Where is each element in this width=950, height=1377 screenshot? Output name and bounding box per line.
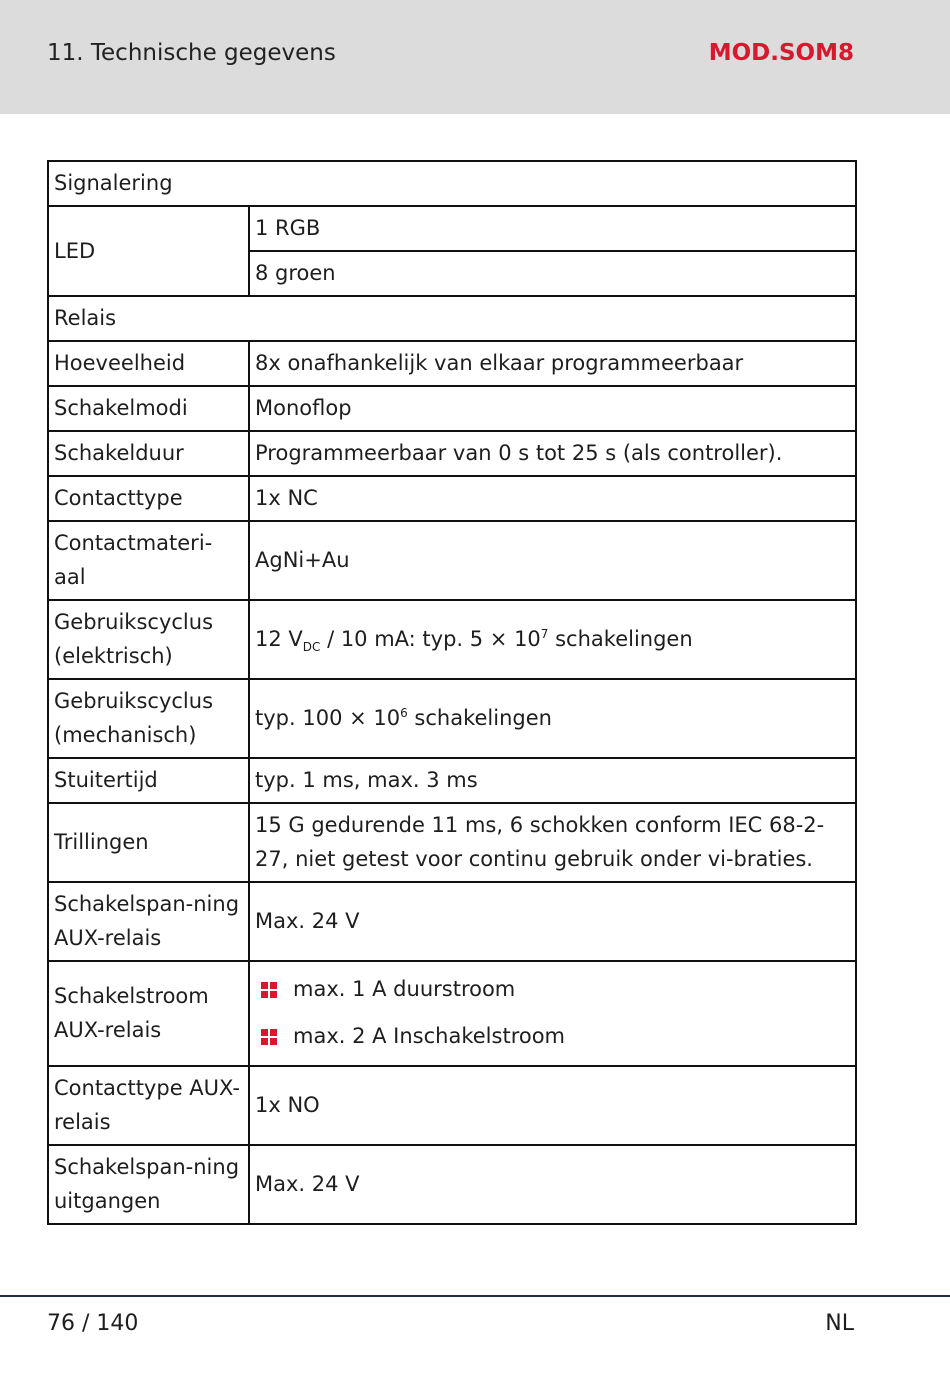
value-part: schakelingen <box>407 706 552 730</box>
table-row <box>48 803 856 882</box>
row-value: 8 groen <box>249 251 856 296</box>
row-value: typ. 1 ms, max. 3 ms <box>249 758 856 803</box>
row-value <box>249 600 856 679</box>
row-label: Schakelmodi <box>48 386 249 431</box>
table-row <box>48 206 856 251</box>
row-label: Schakelstroom AUX-relais <box>48 961 249 1066</box>
row-label: Contacttype AUX-relais <box>48 1066 249 1145</box>
row-value: Programmeerbaar van 0 s tot 25 s (als controller). <box>249 431 856 476</box>
chapter-title: 11. Technische gegevens <box>47 40 336 66</box>
row-value <box>249 679 856 758</box>
table-row <box>48 161 856 206</box>
list-item-text: max. 1 A duurstroom <box>293 977 516 1001</box>
list-item <box>255 966 850 1013</box>
row-value: Max. 24 V <box>249 882 856 961</box>
row-value: Max. 24 V <box>249 1145 856 1224</box>
row-value: 15 G gedurende 11 ms, 6 schokken conform IEC 68-2-27, niet getest voor continu gebruik onder vi-braties. <box>249 803 856 882</box>
row-label: Gebruikscyclus (elektrisch) <box>48 600 249 679</box>
page-header <box>0 0 950 114</box>
row-label: Schakelspan-ning AUX-relais <box>48 882 249 961</box>
section-heading: Signalering <box>48 161 856 206</box>
row-value <box>249 961 856 1066</box>
value-part: 12 V <box>255 627 303 651</box>
table-row <box>48 476 856 521</box>
row-label: Contactmateri-aal <box>48 521 249 600</box>
row-value: 1x NO <box>249 1066 856 1145</box>
row-label: Schakelduur <box>48 431 249 476</box>
section-heading: Relais <box>48 296 856 341</box>
value-part: typ. 100 × 10 <box>255 706 401 730</box>
table-row <box>48 386 856 431</box>
row-label: Schakelspan-ning uitgangen <box>48 1145 249 1224</box>
row-value: AgNi+Au <box>249 521 856 600</box>
table-row <box>48 882 856 961</box>
row-label: Gebruikscyclus (mechanisch) <box>48 679 249 758</box>
row-label: Trillingen <box>48 803 249 882</box>
row-label: LED <box>48 206 249 296</box>
table-row <box>48 600 856 679</box>
model-name: MOD.SOM8 <box>708 40 854 66</box>
language-code: NL <box>825 1311 854 1336</box>
subscript: DC <box>302 640 321 655</box>
row-value: 8x onafhankelijk van elkaar programmeerbaar <box>249 341 856 386</box>
bullet-list <box>255 966 850 1060</box>
value-part: schakelingen <box>548 627 693 651</box>
value-part: / 10 mA: typ. 5 × 10 <box>320 627 541 651</box>
table-row <box>48 961 856 1066</box>
table-row <box>48 341 856 386</box>
red-square-bullet-icon <box>261 982 277 998</box>
table-row <box>48 758 856 803</box>
table-row <box>48 1145 856 1224</box>
table-row <box>48 431 856 476</box>
exponent: 7 <box>540 627 549 641</box>
list-item-text: max. 2 A Inschakelstroom <box>293 1024 566 1048</box>
list-item <box>255 1013 850 1060</box>
exponent: 6 <box>400 706 408 720</box>
table-row <box>48 296 856 341</box>
page-number: 76 / 140 <box>47 1311 139 1336</box>
footer-divider <box>0 1295 950 1297</box>
spec-table <box>47 160 857 1225</box>
row-label: Stuitertijd <box>48 758 249 803</box>
red-square-bullet-icon <box>261 1029 277 1045</box>
row-label: Hoeveelheid <box>48 341 249 386</box>
row-value: 1x NC <box>249 476 856 521</box>
table-row <box>48 521 856 600</box>
table-row <box>48 679 856 758</box>
row-value: Monoflop <box>249 386 856 431</box>
row-value: 1 RGB <box>249 206 856 251</box>
row-label: Contacttype <box>48 476 249 521</box>
table-row <box>48 1066 856 1145</box>
